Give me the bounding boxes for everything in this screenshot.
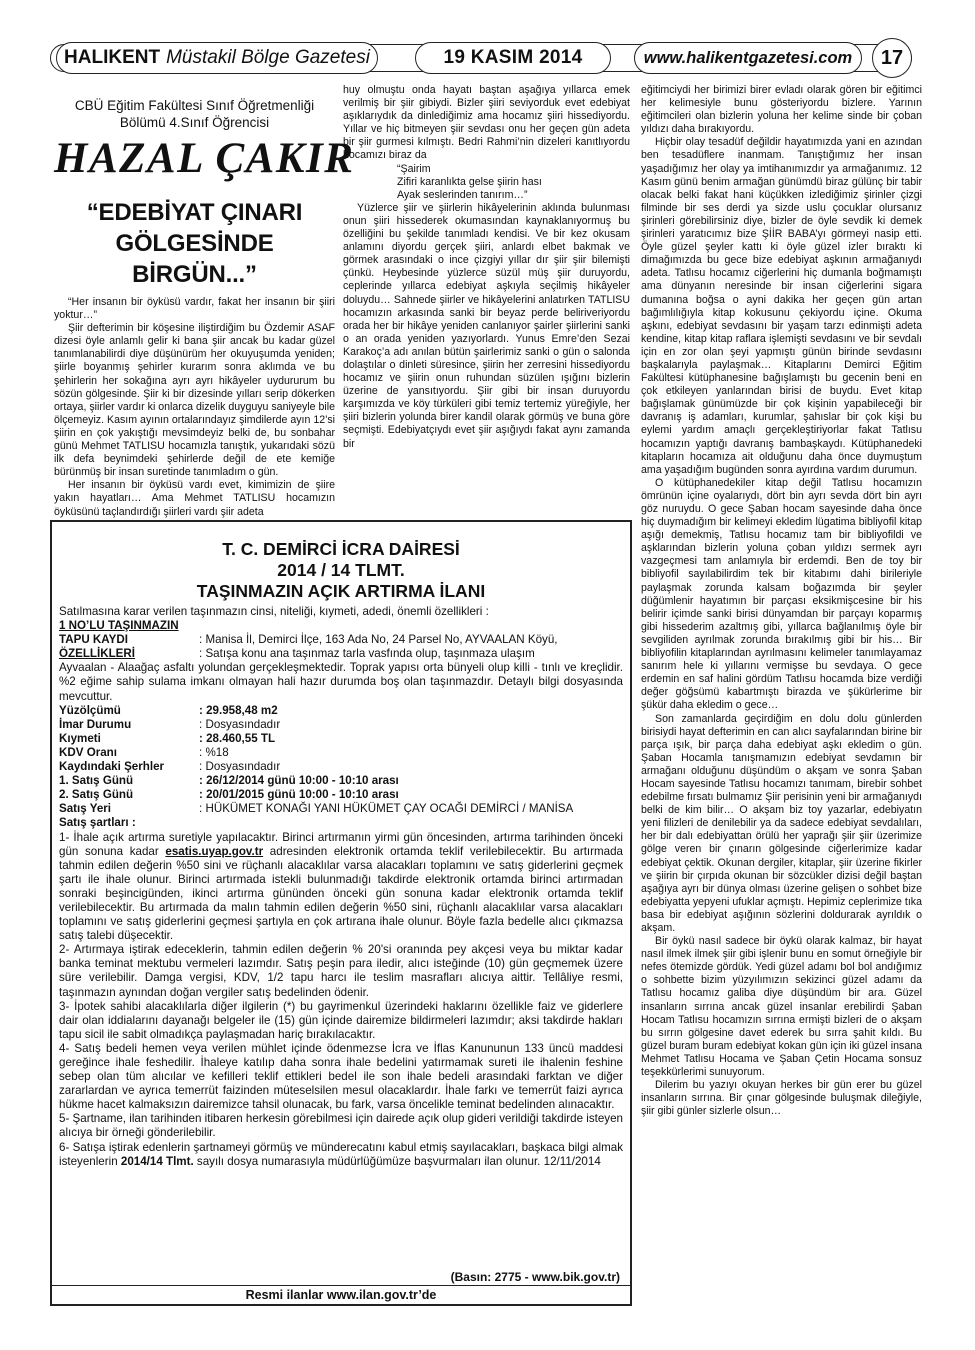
property-fields (59, 704, 623, 817)
field-value: : 20/01/2015 günü 10:00 - 10:10 arası (199, 788, 399, 802)
field-key: Kaydındaki Şerhler (59, 760, 165, 774)
print-reference: (Basın: 2775 - www.bik.gov.tr) (450, 1269, 620, 1284)
article-paragraph: Hiçbir olay tesadüf değildir hayatımızda yani en azından ben tesadüflere inanmam. Tanıştığımız her insan yaşadığımız her olay ya imtihanımızdır ya armağanımız. 12 Kasım günü benim armağan günümdü biraz gülünç bir tabir olacak belki fakat hani küçükken izlediğimiz şirinler çizgi filminde bir ses derdi ya sizde uslu çocuklar olursanız şirinleri görebilirsiniz diye, bizler de öyle sevdik ki demek şirinleri yaratıcımız bize ŞİİR BABA’yı görmeyi nasip etti. Öyle güzel şeyler kattı ki öyle güzel izler bıraktı ki dimağımızda bu gece bize edebiyat aşkının armağanıydı adeta. Tatlısu hocamız ciğerlerini hiç dumanla boğmamıştı ama dünyanın neresinde bir insan ciğerlerini sigara dumanına boğsa o ayni dakika her geçen gün artan bağımlılığıyla kitap kokusunu çekiyordu içine. Okuma aşkını, edebiyat sevdasını bir yaşam tarzı edinmişti adeta kendine, kitap kitap raflara işlemişti sevdasını ve bir sevdalı için en zor olan şeyi yapmıştı günün birinde sevdasını başkalarıyla paylaşmak… Kitaplarını Demirci Eğitim Fakültesi kütüphanesine bağışlamıştı bu gecenin beni en çok etkileyen yanlarından birisi de buydu. Evet kitap bağışlamak günümüzde bir çok kişinin yapabileceği bir davranış iş adamları, kurumlar, şahıslar bir çok kişi bu eylemi yardım amaçlı gerçekleştiriyorlar fakat Tatlısu hocamızın yaptığı davranış bambaşkaydı. Kütüphanedeki kitapların hocamıza ait olduğunu daha önce duymuştum ama yaşadığım bugünden sonra ayırdına vardım durumun. (641, 136, 922, 476)
article-column-2 (343, 84, 630, 451)
notice-title-line-2: 2014 / 14 TLMT. (277, 560, 405, 580)
article-paragraph: “Her insanın bir öyküsü vardır, fakat her insanın bir şiiri yoktur…” (54, 296, 335, 322)
author-affiliation (54, 97, 335, 131)
condition-3: 3- İpotek sahibi alacaklılarla diğer ilgilerin (*) bu gayrimenkul üzerindeki haklarını özellikle faiz ve giderlere dair olan iddialarını dayanağı belgeler ile (15) gün içinde dairemize bildirmeleri lazımdır; aksi takdirde hakları tapu sicil ile sabit olmadıkça paylaşmadan hariç bırakılacaktır. (59, 999, 623, 1041)
condition-2: 2- Artırmaya iştirak edeceklerin, tahmin edilen değerin % 20'si oranında pey akçesi veya bu miktar kadar banka teminat mektubu vermeleri lazımdır. Satış peşin para iledir, alıcı isteğinde (10) gün geçmemek üzere süre verilebilir. Damga vergisi, KDV, 1/2 tapu harcı ile teslim masrafları alıcıya aittir. Tellâliye resmi, taşınmazın aynından doğan vergiler satış bedelinden ödenir. (59, 943, 623, 999)
article-paragraph: Şiir defterimin bir köşesine iliştirdiğim bu Özdemir ASAF dizesi öyle anlamlı gelir ki bana şiir ancak bu kadar güzel tanımlanabilirdi diye düşünürüm her okuyuşumda yeniden; şiirle boyanmış şehirler kurarım sonra aklımda ve bu şehirlerin her sokağına ayrı ayrı hikâyeler uydururum bu sözün gölgesinde. Şiir ki bir dizesinde yılları serip dökerken ortaya, şiirler vardır ki onlarca dizelik duyguyu saniyeyle bile ölçemeyiz. Kasım ayının ortalarındayız şimdilerde ayın 12’si şiirin en çok yakıştığı mevsimdeyiz belki de, bu sonbahar günü Mehmet TATLISU hocamızla tanıştık, yukarıdaki sözü ilk defa beynimdeki şehirlerde değil de ete kemiğe bürünmüş bir insan suretinde tanımladım o gün. (54, 322, 335, 479)
property-section-label: 1 NO’LU TAŞINMAZIN (59, 619, 179, 633)
poem-line: Ayak seslerinden tanırım…” (397, 188, 528, 201)
notice-footer[interactable]: Resmi ilanlar www.ilan.gov.tr’de (52, 1285, 630, 1304)
notice-title (59, 539, 623, 602)
poem-line: Zifiri karanlıkta gelse şiirin hası (397, 175, 542, 188)
property-field-row (59, 774, 623, 788)
article-paragraph: huy olmuştu onda hayatı baştan aşağıya yıllarca emek verilmiş bir şiir gibiydi. Bizler şiiri seviyorduk evet edebiyat aşıklarıydık da dinlediğimiz ama hocamız şiiri hissediyordu. Yıllar ve hiç bitmeyen şiir sevdası onu her geçen gün adeta bir şiir gurmesi kılmıştı. Bedri Rahmi’nin dizeleri kanıtlıyordu hocamızı biraz da (343, 84, 630, 162)
field-key: TAPU KAYDI (59, 633, 128, 647)
notice-intro: Satılmasına karar verilen taşınmazın cinsi, niteliği, kıymeti, adedi, önemli özellikleri : (59, 605, 489, 618)
condition-text: adresinden elektronik ortamda teklif verilebilecektir. Bu artırmada tahmin edilen değerin %50 sini ve rüçhanlı alacaklılar varsa alacakları toplamını ve satış giderlerini geçmek şartı ile ihale olunur. Birinci artırmada istekli bulunmadığı takdirde elektronik ortamda birinci artırmadan sonraki beşincigünden, ikinci artırma gününden önceki gün sonuna kadar elektronik ortamda teklif verilebilecektir. Bu artırmada da malın tahmin edilen değerin %50 sini, rüçhanlı alacaklılar varsa alacakları toplamını ve satış giderlerini geçmesi şartıyla en çok artırana ihale olunur. Böyle fazla bedelle alıcı çıkmazsa satış talebi düşecektir. (59, 844, 623, 943)
field-key: Yüzölçümü (59, 703, 121, 717)
newspaper-name (56, 42, 378, 74)
condition-text: 1- İhale açık artırma suretiyle yapılacaktır. Birinci artırmanın yirmi gün öncesinden, artırma tarihinden önceki gün sonuna kadar (59, 830, 623, 858)
field-key: 1. Satış Günü (59, 774, 134, 788)
article-paragraph: Yüzlerce şiir ve şiirlerin hikâyelerinin aklında bulunması onun şiiri hissederek okumasından kaynaklanıyormuş bu özelliğini bu şekilde tanımladı kendisi. Ve bir kez okusam anlamını diyordu gerçek şiiri, anlardı elbet bakmak ve görmek arasındaki o ince çizgiyi yıllar dır şiir şiir bilemişti çünkü. Heybesinde yüzlerce süzül müş şiir duruyordu, ceplerinde yıllarca edebiyat aşkıyla seçilmiş hikâyeler doluydu… Sahnede şiirler ve hikâyelerini anlatırken TATLISU hocamızın arkasında sanki bir beyaz perde beliriveriyordu orada her bir hikâye yeniden canlanıyor şairler şiirlerini sanki o an orada yeniden yazıyorlardı. Yunus Emre’den Sezai Karakoç’a adı anılan bütün şairlerimiz sanki o gün o salonda dolaştılar o dinleti süresince, şiirin her zerresini hissediyordu hocamız ve şiirin onun ruhundan süzülen ışığını bizlerin üzerine de yansıtıyordu. Şiir gibi bir insan duruyordu karşımızda ve köy türküleri gibi temiz tertemiz yüreğiyle, her şiiri bizlerin yolunda birer kandil olarak görmüş ve buna göre seçmişti. Edebiyatçıydı evet şiir aşığıydı fakat aynı zamanda bir (343, 201, 630, 450)
article-headline (54, 197, 335, 290)
field-value: : Manisa İl, Demirci İlçe, 163 Ada No, 24 Parsel No, AYVAALAN Köyü, (199, 633, 558, 647)
page-number: 17 (872, 38, 912, 78)
condition-4: 4- Satış bedeli hemen veya verilen mühlet içinde ödenmezse İcra ve İflas Kanununun 133 üncü maddesi gereğince ihale feshedilir. İhaleye katılıp daha sonra ihale bedelini yatırmamak sureti ile ihalenin feshine sebep olan tüm alıcılar ve kefilleri teklif ettikleri bedel ile son ihale bedeli arasındaki farktan ve diğer zararlardan ve ayrıca temerrüt faizinden müteselsilen mesul olacaklardır. İhale farkı ve temerrüt faizi ayrıca hükme hacet kalmaksızın dairemizce tahsil olunacak, bu fark, varsa öncelikle teminat bedelinden alınacaktır. (59, 1041, 623, 1112)
field-key: Kıymeti (59, 731, 101, 745)
article-paragraph: Bir öykü nasıl sadece bir öykü olarak kalmaz, bir hayat nasıl ilmek ilmek şiir gibi işlenir bunu en somut örneğiyle bir nefes ötemizde gördük. Yedi güzel adamı bol bol andığımız o sohbette bizim yüzyılımızın sekizinci güzel adamı da Tatlısu hocamız galiba diye düşündüm bir ara. Güzel insanların sırrına ancak güzel insanlar erebilirdi Şaban Hocam Tatlısu hocamızın sırrına ermişti bizleri de o akşam bu sırrın gölgesine davet ederek bu sırra şahit kıldı. Bu güzel buram buram edebiyat kokan gün için iki güzel insana Mehmet Tatlısu Hocama ve Şaban Çetin Hocama sonsuz teşekkürlerimi sunuyorum. (641, 935, 922, 1079)
features-description: Ayvaalan - Alaağaç asfaltı yolundan gerçekleşmektedir. Toprak yapısı orta bünyeli olup killi - tınlı ve kreçlidir. %2 eğime sahip sulama imkanı olmayan hali hazır durumda boş olan taşınmazdır. Detaylı bilgi dosyasında mevcuttur. (59, 661, 623, 703)
author-name: HAZAL ÇAKIR (54, 135, 355, 182)
notice-title-line-3: TAŞINMAZIN AÇIK ARTIRMA İLANI (196, 581, 486, 601)
property-field-row (59, 802, 623, 816)
property-field-row (59, 732, 623, 746)
field-value: : 26/12/2014 günü 10:00 - 10:10 arası (199, 774, 399, 788)
auction-notice (50, 520, 632, 1306)
field-value: : HÜKÜMET KONAĞI YANI HÜKÜMET ÇAY OCAĞI DEMİRCİ / MANİSA (199, 802, 574, 816)
field-key: İmar Durumu (59, 717, 132, 731)
property-field-row (59, 760, 623, 774)
conditions-label: Satış şartları : (59, 816, 136, 830)
tapu-row (59, 633, 623, 647)
condition-5: 5- Şartname, ilan tarihinden itibaren herkesin görebilmesi için dairede açık olup gideri verildiği takdirde isteyen alıcıya bir örneği gönderilebilir. (59, 1112, 623, 1140)
conditions (59, 831, 623, 1169)
condition-6 (59, 1141, 623, 1169)
field-key: ÖZELLİKLERİ (59, 647, 135, 661)
paper-name: HALIKENT (64, 47, 161, 68)
byline-line-1: CBÜ Eğitim Fakültesi Sınıf Öğretmenliği (74, 98, 315, 113)
article-paragraph: O kütüphanedekiler kitap değil Tatlısu hocamızın ömrünün içine oyalarıydı, dört bin ayrı sevda dört bin ayrı göz nuruydu. O gece Şaban hocam sayesinde daha önce hiç duymadığım bir kelimeyi ekledim lügatima bibliyofil kitap aşığı demekmiş, Tatlısu hocamız tam bir bibliyofildi ve aşklarından bizlerin yoluna çoban yıldızı sermek ayrı vazgeçmesi tam anlamıyla bir erdemdi. Ben de toy bir bibliyofil sayılabilirdim tek bir kitabımı dahi birileriyle paylaşmak zorunda kalsam boğazımda bir şeyler düğümlenir hayatımın bir parçası eksikmişcesine bir his belirir içimde sanki birisi dünyamdan bir parçayı koparmış gibi hissederim azaltmış gibi, yıllarca bağlanılmış öyle bir sevgiliden ayrılmak zorunda bırakılmış gibi bir his… Bir bibliyofilin kitaplarından ayrılmasını kelimeler tanımlayamaz sanırım hele ki yıllarını vermişse bu sevdaya. O gece erdemin en saf halini gördüm Tatlısu hocamda bize verdiği değer göğsümü kabartmıştı birazda ve şükürlerime bir şükür daha ekledim o gece… (641, 476, 922, 712)
field-key: 2. Satış Günü (59, 788, 134, 802)
paper-subtitle: Müstakil Bölge Gazetesi (166, 47, 370, 68)
byline-line-2: Bölümü 4.Sınıf Öğrencisi (119, 115, 270, 130)
website-link[interactable]: www.halikentgazetesi.com (634, 42, 862, 74)
field-value: : Dosyasındadır (199, 760, 281, 774)
esatis-link[interactable]: esatis.uyap.gov.tr (165, 844, 264, 858)
condition-text: sayılı dosya numarasıyla müdürlüğümüze başvurmaları ilan olunur. 12/11/2014 (193, 1154, 601, 1168)
issue-date: 19 KASIM 2014 (415, 42, 611, 74)
article-paragraph: Son zamanlarda geçirdiğim en dolu dolu günlerden birisiydi hayat defterimin en can alıcı sayfalarından birine bir parça ışık, bir parça daha edebiyat aşkı ekledim o gün. Şaban Hocamla tanışmamızın edebiyat sevdamın bir armağanı olduğunu düşündüm o akşam ve sonra Şaban Hocam sayesinde Tatlısu hocamızı tanımam, birebir sohbet edebilme fırsatı bulmamız Şiir perisinin yeni bir armağanıydı belki de kim bilir… O akşam biz toy yazarlar, edebiyatın yeni filizleri de denilebilir ya da sadece edebiyat sevdalıları, her bir dalı edebiyattan örülü her yaprağı şiir şiir üzerimize gölge veren bir çınarın gölgesinde ciğerlerimize kadar edebiyat çektik. Okunan dergiler, kitaplar, şiir üzerine fikirler ve şiirin bir çırpıda okunan bir sözcükler dizisi değil baştan aşağıya ayrı bir dünya olması üzerine gelişen o sohbet bize edebiyatta yepyeni ufuklar açmıştı. Hepimiz ceplerimize tıka basa bir edebiyat aşığının sözlerini doldurarak ayrıldık o akşam. (641, 712, 922, 934)
field-value: : 28.460,55 TL (199, 731, 276, 745)
headline-line-2: GÖLGESİNDE BİRGÜN...” (115, 230, 274, 288)
property-field-row (59, 704, 623, 718)
condition-1 (59, 831, 623, 944)
property-field-row (59, 788, 623, 802)
field-key: Satış Yeri (59, 802, 111, 816)
features-row (59, 647, 623, 661)
article-paragraph: Her insanın bir öyküsü vardı evet, kimimizin de şiire yakın hayatları… Ama Mehmet TATLISU hocamızın öyküsünü taçlandırdığı şiirleri vardı şiir adeta (54, 479, 335, 518)
notice-title-line-1: T. C. DEMİRCİ İCRA DAİRESİ (222, 539, 460, 559)
poem-line: “Şairim (397, 162, 431, 175)
article-column-3 (641, 84, 922, 1118)
field-key: KDV Oranı (59, 745, 117, 759)
article-column-1 (54, 97, 355, 519)
article-paragraph: eğitimciydi her birimizi birer evladı olarak gören bir eğitimci her kelimesiyle bunu gösteriyordu bizlere. Yarının eğitimcileri olan bizlerin yoluna her kelime sinde bir çoban yıldızı daha bırakıyordu. (641, 84, 922, 136)
field-value: : Dosyasındadır (199, 717, 281, 731)
field-value: : %18 (199, 745, 229, 759)
headline-line-1: “EDEBİYAT ÇINARI (86, 199, 303, 226)
article-paragraph: Dilerim bu yazıyı okuyan herkes bir gün erer bu güzel insanların sırrına. Bir çınar gölgesinde buluşmak dileğiyle, şiir gibi günler sizlerle olsun… (641, 1079, 922, 1118)
property-field-row (59, 718, 623, 732)
property-field-row (59, 746, 623, 760)
field-value: : 29.958,48 m2 (199, 703, 278, 717)
condition-text: 6- Satışa iştirak edenlerin şartnameyi görmüş ve münderecatını kabul etmiş sayılacakları, başkaca bilgi almak isteyenlerin (59, 1140, 623, 1168)
field-value: : Satışa konu ana taşınmaz tarla vasfında olup, taşınmaza ulaşım (199, 647, 535, 661)
file-number: 2014/14 Tlmt. (120, 1154, 194, 1168)
